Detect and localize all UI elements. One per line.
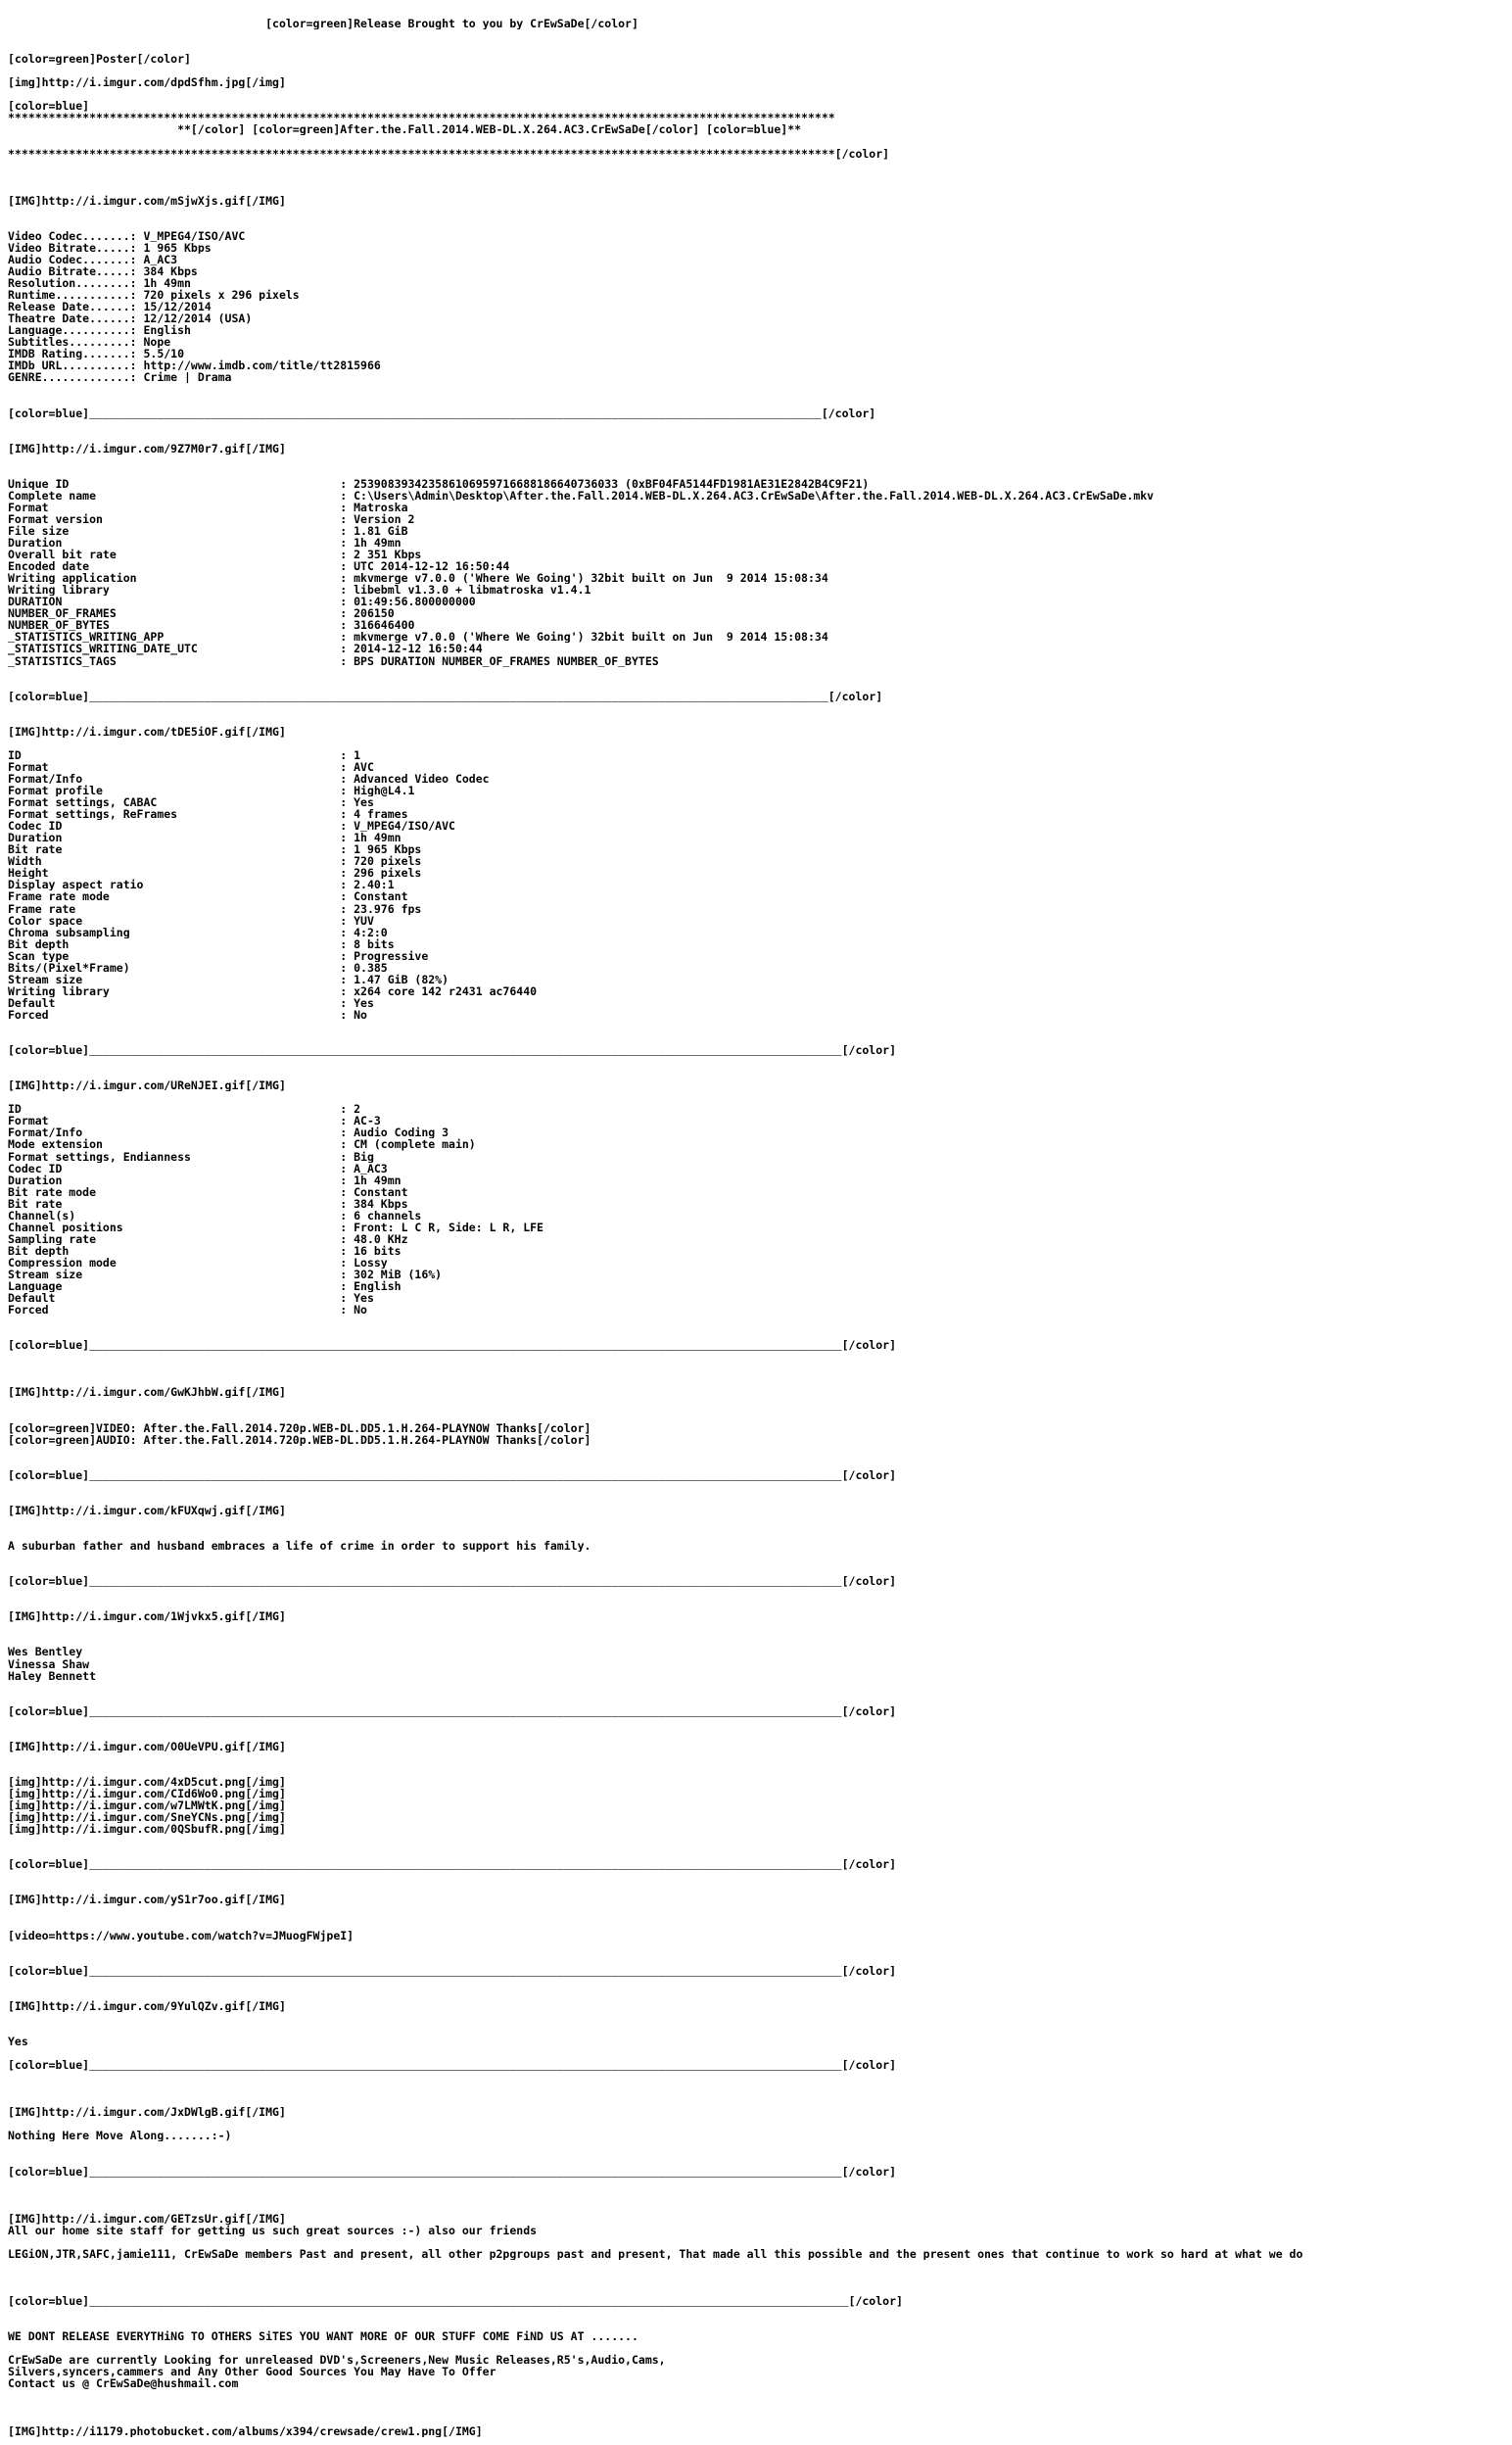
text-line: [color=blue]_______________________________________________________________________________________________________________[/color] xyxy=(8,1858,896,1871)
text-line: Duration : 1h 49mn xyxy=(8,832,402,844)
text-line: Stream size : 302 MiB (16%) xyxy=(8,1268,443,1281)
blank-line xyxy=(8,1870,1508,1882)
blank-line xyxy=(8,1091,1508,1103)
blank-line xyxy=(8,1764,1508,1776)
text-line: Silvers,syncers,cammers and Any Other Good Sources You May Have To Offer xyxy=(8,2366,496,2378)
text-line: Contact us @ CrEwSaDe@hushmail.com xyxy=(8,2377,239,2390)
text-line: [IMG]http://i1179.photobucket.com/albums/x394/crewsade/crew1.png[/IMG] xyxy=(8,2424,483,2437)
blank-line xyxy=(8,667,1508,679)
text-line: Complete name : C:\Users\Admin\Desktop\After.the.Fall.2014.WEB-DL.X.264.AC3.CrEwSaDe\After.the.Fall.2014.WEB-DL.X.264.AC3.CrEwSaDe.mkv xyxy=(8,489,1155,502)
blank-line xyxy=(8,1316,1508,1327)
blank-line xyxy=(8,2189,1508,2201)
text-line: Bit rate : 384 Kbps xyxy=(8,1197,408,1210)
blank-line xyxy=(8,1599,1508,1610)
text-line: [IMG]http://i.imgur.com/GETzsUr.gif[/IMG] xyxy=(8,2212,286,2225)
text-line: Encoded date : UTC 2014-12-12 16:50:44 xyxy=(8,560,510,573)
blank-line xyxy=(8,1587,1508,1599)
text-line: ************************************************************************************************************************** xyxy=(8,112,835,124)
blank-line xyxy=(8,2401,1508,2413)
blank-line xyxy=(8,2178,1508,2189)
blank-line xyxy=(8,714,1508,726)
text-line: [color=blue]_______________________________________________________________________________________________________________[/color] xyxy=(8,1575,896,1588)
text-line: [color=blue]_______________________________________________________________________________________________________________[/color] xyxy=(8,2059,896,2072)
blank-line xyxy=(8,1882,1508,1894)
blank-line xyxy=(8,1918,1508,1930)
text-line: Audio Codec.......: A_AC3 xyxy=(8,253,178,265)
text-line: ID : 1 xyxy=(8,748,361,761)
blank-line xyxy=(8,160,1508,171)
text-line: File size : 1.81 GiB xyxy=(8,525,408,538)
text-line: Frame rate mode : Constant xyxy=(8,890,408,903)
blank-line xyxy=(8,1729,1508,1741)
text-line: Chroma subsampling : 4:2:0 xyxy=(8,926,388,938)
text-line: Display aspect ratio : 2.40:1 xyxy=(8,879,395,891)
blank-line xyxy=(8,41,1508,53)
blank-line xyxy=(8,419,1508,431)
text-line: [color=green]Release Brought to you by CrEwSaDe[/color] xyxy=(8,18,638,30)
text-line: Video Bitrate.....: 1 965 Kbps xyxy=(8,241,212,254)
text-line: Compression mode : Lossy xyxy=(8,1256,388,1269)
text-line: [color=blue]_______________________________________________________________________________________________________________[/color] xyxy=(8,1468,896,1481)
text-line: Frame rate : 23.976 fps xyxy=(8,902,422,915)
blank-line xyxy=(8,1493,1508,1505)
text-line: A suburban father and husband embraces a life of crime in order to support his family. xyxy=(8,1540,591,1553)
text-line: Sampling rate : 48.0 KHz xyxy=(8,1232,408,1245)
blank-line xyxy=(8,1694,1508,1705)
text-line: Haley Bennett xyxy=(8,1669,97,1682)
text-line: Mode extension : CM (complete main) xyxy=(8,1138,476,1151)
text-line: [color=green]VIDEO: After.the.Fall.2014.720p.WEB-DL.DD5.1.H.264-PLAYNOW Thanks[/color] xyxy=(8,1421,591,1434)
blank-line xyxy=(8,1989,1508,2000)
text-line: Subtitles.........: Nope xyxy=(8,336,171,349)
blank-line xyxy=(8,1622,1508,1634)
text-line: [IMG]http://i.imgur.com/UReNJEI.gif[/IMG] xyxy=(8,1079,286,1092)
text-line: Default : Yes xyxy=(8,996,374,1009)
blank-line xyxy=(8,2272,1508,2283)
blank-line xyxy=(8,2012,1508,2024)
text-line: Channel positions : Front: L C R, Side: L R, LFE xyxy=(8,1221,543,1233)
blank-line xyxy=(8,1752,1508,1764)
blank-line xyxy=(8,702,1508,714)
text-line: [IMG]http://i.imgur.com/9Z7M0r7.gif[/IMG] xyxy=(8,442,286,455)
text-line: [IMG]http://i.imgur.com/JxDWlgB.gif[/IMG] xyxy=(8,2106,286,2119)
text-line: [color=blue]_____________________________________________________________________________________________________________[/color] xyxy=(8,690,883,702)
blank-line xyxy=(8,1682,1508,1694)
blank-line xyxy=(8,383,1508,395)
blank-line xyxy=(8,135,1508,147)
text-line: GENRE.............: Crime | Drama xyxy=(8,371,232,384)
blank-line xyxy=(8,1374,1508,1386)
blank-line xyxy=(8,65,1508,76)
blank-line xyxy=(8,431,1508,443)
text-line: _STATISTICS_TAGS : BPS DURATION NUMBER_OF_FRAMES NUMBER_OF_BYTES xyxy=(8,654,659,667)
blank-line xyxy=(8,738,1508,749)
text-line: Nothing Here Move Along.......:-) xyxy=(8,2130,232,2142)
text-line: Format : Matroska xyxy=(8,501,408,513)
blank-line xyxy=(8,1846,1508,1858)
text-line: [IMG]http://i.imgur.com/kFUXqwj.gif[/IMG] xyxy=(8,1504,286,1516)
blank-line xyxy=(8,2260,1508,2272)
blank-line xyxy=(8,2083,1508,2094)
blank-line xyxy=(8,2319,1508,2330)
text-line: Forced : No xyxy=(8,1304,367,1317)
text-line: [color=blue]_______________________________________________________________________________________________________________[/color] xyxy=(8,1044,896,1057)
blank-line xyxy=(8,2118,1508,2130)
text-line: [color=blue]_______________________________________________________________________________________________________________[/color] xyxy=(8,1704,896,1717)
text-line: [img]http://i.imgur.com/dpdSfhm.jpg[/img] xyxy=(8,76,286,89)
blank-line xyxy=(8,2047,1508,2059)
blank-line xyxy=(8,171,1508,183)
text-line: IMDB Rating.......: 5.5/10 xyxy=(8,348,185,360)
text-line: [color=blue]_______________________________________________________________________________________________________________[/color] xyxy=(8,2165,896,2178)
text-line: Writing library : x264 core 142 r2431 ac76440 xyxy=(8,984,538,997)
blank-line xyxy=(8,1528,1508,1540)
blank-line xyxy=(8,2342,1508,2354)
text-line: [IMG]http://i.imgur.com/9YulQZv.gif[/IMG] xyxy=(8,1999,286,2012)
text-line: _STATISTICS_WRITING_DATE_UTC : 2014-12-12 16:50:44 xyxy=(8,643,483,655)
text-line: Bit rate mode : Constant xyxy=(8,1185,408,1198)
text-line: [img]http://i.imgur.com/CId6Wo0.png[/img] xyxy=(8,1788,286,1800)
text-line: [color=blue]____________________________________________________________________________________________________________[/color] xyxy=(8,407,876,419)
text-line: Width : 720 pixels xyxy=(8,855,422,868)
text-line: Overall bit rate : 2 351 Kbps xyxy=(8,549,422,561)
text-line: [color=green]Poster[/color] xyxy=(8,53,191,66)
text-line: Format : AVC xyxy=(8,760,374,773)
text-line: Stream size : 1.47 GiB (82%) xyxy=(8,973,449,985)
text-line: Color space : YUV xyxy=(8,914,374,927)
text-line: Release Date......: 15/12/2014 xyxy=(8,301,212,313)
text-line: Audio Bitrate.....: 384 Kbps xyxy=(8,264,198,278)
blank-line xyxy=(8,455,1508,466)
text-line: Theatre Date......: 12/12/2014 (USA) xyxy=(8,312,253,325)
text-line: [IMG]http://i.imgur.com/O0UeVPU.gif[/IMG] xyxy=(8,1740,286,1752)
text-line: Writing library : libebml v1.3.0 + libmatroska v1.4.1 xyxy=(8,584,591,597)
blank-line xyxy=(8,679,1508,691)
blank-line xyxy=(8,1021,1508,1032)
blank-line xyxy=(8,207,1508,218)
text-line: IMDb URL..........: http://www.imdb.com/title/tt2815966 xyxy=(8,360,381,372)
text-line: Forced : No xyxy=(8,1008,367,1021)
blank-line xyxy=(8,466,1508,478)
text-line: Format settings, Endianness : Big xyxy=(8,1150,374,1163)
text-line: Height : 296 pixels xyxy=(8,867,422,880)
blank-line xyxy=(8,2283,1508,2295)
text-line: [color=green]AUDIO: After.the.Fall.2014.720p.WEB-DL.DD5.1.H.264-PLAYNOW Thanks[/color] xyxy=(8,1433,591,1446)
blank-line xyxy=(8,2307,1508,2319)
text-line: DURATION : 01:49:56.800000000 xyxy=(8,596,476,608)
blank-line xyxy=(8,1835,1508,1846)
blank-line xyxy=(8,2414,1508,2425)
blank-line xyxy=(8,1977,1508,1989)
text-line: [color=blue]________________________________________________________________________________________________________________[/color] xyxy=(8,2295,903,2308)
blank-line xyxy=(8,1516,1508,1528)
text-line: Channel(s) : 6 channels xyxy=(8,1209,422,1222)
text-line: Bit depth : 8 bits xyxy=(8,937,395,950)
text-line: Format version : Version 2 xyxy=(8,512,415,526)
text-line: NUMBER_OF_BYTES : 316646400 xyxy=(8,619,415,632)
text-line: Runtime...........: 720 pixels x 296 pixels xyxy=(8,289,300,302)
blank-line xyxy=(8,1906,1508,1918)
text-line: Default : Yes xyxy=(8,1292,374,1305)
text-line: _STATISTICS_WRITING_APP : mkvmerge v7.0.0 ('Where We Going') 32bit built on Jun 9 2014 15:08:34 xyxy=(8,631,828,644)
text-line: Bit depth : 16 bits xyxy=(8,1244,402,1257)
blank-line xyxy=(8,88,1508,100)
blank-line xyxy=(8,2153,1508,2165)
text-line: NUMBER_OF_FRAMES : 206150 xyxy=(8,607,395,620)
text-line: ID : 2 xyxy=(8,1103,361,1116)
blank-line xyxy=(8,1458,1508,1469)
blank-line xyxy=(8,2201,1508,2213)
text-line: Language..........: English xyxy=(8,324,191,337)
text-line: [IMG]http://i.imgur.com/1Wjvkx5.gif[/IMG] xyxy=(8,1610,286,1623)
text-line: [color=blue] xyxy=(8,100,90,113)
text-line: LEGiON,JTR,SAFC,jamie111, CrEwSaDe members Past and present, all other p2pgroups past and present, That made all this possible and the present ones that continue to work so hard at what we do xyxy=(8,2247,1303,2260)
text-line: Format profile : High@L4.1 xyxy=(8,785,415,797)
blank-line xyxy=(8,1032,1508,1044)
text-line: Wes Bentley xyxy=(8,1646,83,1658)
text-line: Format/Info : Audio Coding 3 xyxy=(8,1127,449,1139)
text-line: Duration : 1h 49mn xyxy=(8,1174,402,1186)
text-line: [IMG]http://i.imgur.com/yS1r7oo.gif[/IMG] xyxy=(8,1894,286,1906)
text-line: Format settings, CABAC : Yes xyxy=(8,796,374,809)
text-line: Vinessa Shaw xyxy=(8,1657,90,1670)
nfo-document xyxy=(8,18,1508,2437)
text-line: Resolution........: 1h 49mn xyxy=(8,277,191,290)
text-line: Bit rate : 1 965 Kbps xyxy=(8,843,422,856)
blank-line xyxy=(8,1056,1508,1068)
text-line: Yes xyxy=(8,2036,28,2048)
text-line: All our home site staff for getting us such great sources :-) also our friends xyxy=(8,2224,538,2236)
text-line: Format settings, ReFrames : 4 frames xyxy=(8,808,408,821)
blank-line xyxy=(8,1717,1508,1729)
blank-line xyxy=(8,2024,1508,2036)
blank-line xyxy=(8,1552,1508,1563)
blank-line xyxy=(8,1363,1508,1374)
text-line: Bits/(Pixel*Frame) : 0.385 xyxy=(8,961,388,974)
text-line: CrEwSaDe are currently Looking for unreleased DVD's,Screeners,New Music Releases,R5's,Audio,Cams, xyxy=(8,2354,666,2367)
blank-line xyxy=(8,1411,1508,1422)
blank-line xyxy=(8,2389,1508,2401)
text-line: [img]http://i.imgur.com/w7LMWtK.png[/img] xyxy=(8,1799,286,1812)
text-line: Format : AC-3 xyxy=(8,1115,381,1127)
text-line: Format/Info : Advanced Video Codec xyxy=(8,773,490,786)
text-line: [img]http://i.imgur.com/4xD5cut.png[/img] xyxy=(8,1775,286,1789)
blank-line xyxy=(8,2094,1508,2106)
text-line: [color=blue]_______________________________________________________________________________________________________________[/color] xyxy=(8,1339,896,1352)
text-line: Language : English xyxy=(8,1280,402,1293)
blank-line xyxy=(8,218,1508,230)
text-line: [IMG]http://i.imgur.com/GwKJhbW.gif[/IMG] xyxy=(8,1386,286,1399)
blank-line xyxy=(8,1942,1508,1953)
blank-line xyxy=(8,2141,1508,2153)
blank-line xyxy=(8,1351,1508,1363)
text-line: [img]http://i.imgur.com/0QSbufR.png[/img] xyxy=(8,1823,286,1836)
blank-line xyxy=(8,1068,1508,1079)
text-line: [img]http://i.imgur.com/SneYCNs.png[/img] xyxy=(8,1811,286,1824)
blank-line xyxy=(8,1634,1508,1646)
text-line: [IMG]http://i.imgur.com/tDE5iOF.gif[/IMG] xyxy=(8,725,286,738)
blank-line xyxy=(8,29,1508,41)
text-line: [video=https://www.youtube.com/watch?v=JMuogFWjpeI] xyxy=(8,1929,354,1942)
blank-line xyxy=(8,2236,1508,2248)
blank-line xyxy=(8,183,1508,195)
blank-line xyxy=(8,396,1508,408)
text-line: Video Codec.......: V_MPEG4/ISO/AVC xyxy=(8,229,246,242)
blank-line xyxy=(8,2071,1508,2083)
blank-line xyxy=(8,1327,1508,1339)
text-line: [IMG]http://i.imgur.com/mSjwXjs.gif[/IMG] xyxy=(8,194,286,207)
text-line: **[/color] [color=green]After.the.Fall.2014.WEB-DL.X.264.AC3.CrEwSaDe[/color] [color=blue]** xyxy=(8,123,802,136)
text-line: Writing application : mkvmerge v7.0.0 ('Where We Going') 32bit built on Jun 9 2014 15:08:34 xyxy=(8,572,828,585)
text-line: Scan type : Progressive xyxy=(8,949,429,962)
text-line: Unique ID : 253908393423586106959716688186640736033 (0xBF04FA5144FD1981AE31E2842B4C9F21) xyxy=(8,477,870,490)
blank-line xyxy=(8,1563,1508,1575)
text-line: [color=blue]_______________________________________________________________________________________________________________[/color] xyxy=(8,1964,896,1977)
blank-line xyxy=(8,1953,1508,1965)
text-line: Codec ID : V_MPEG4/ISO/AVC xyxy=(8,820,455,833)
blank-line xyxy=(8,1481,1508,1493)
text-line: **************************************************************************************************************************[/color] xyxy=(8,147,890,160)
blank-line xyxy=(8,1398,1508,1410)
text-line: WE DONT RELEASE EVERYTHiNG TO OTHERS SiTES YOU WANT MORE OF OUR STUFF COME FiND US AT ....... xyxy=(8,2330,638,2343)
text-line: Codec ID : A_AC3 xyxy=(8,1162,388,1175)
text-line: Duration : 1h 49mn xyxy=(8,537,402,550)
blank-line xyxy=(8,1446,1508,1458)
